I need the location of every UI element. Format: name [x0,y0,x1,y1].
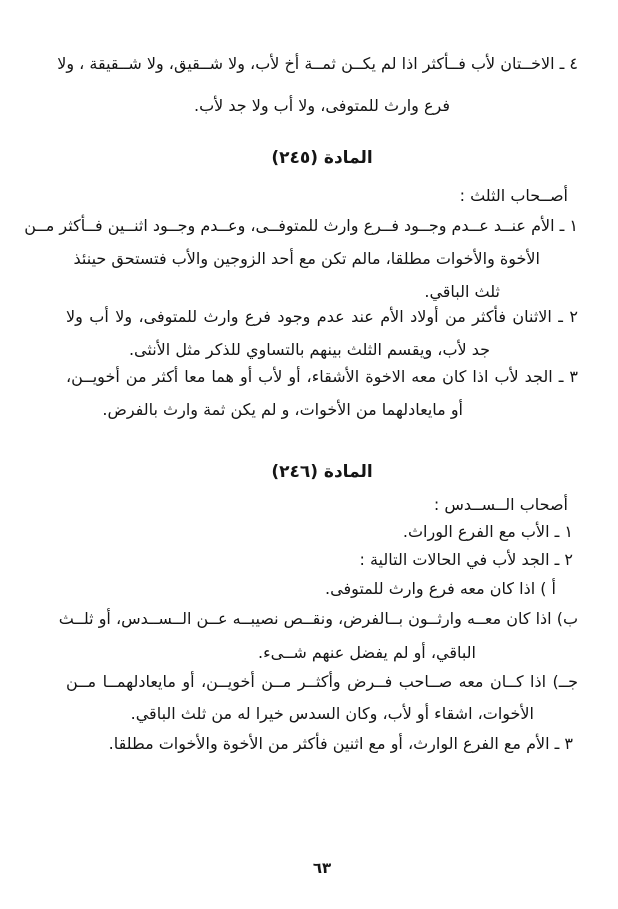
list-item-4-line-2: فرع وارث للمتوفى، ولا أب ولا جد لأب. [193,96,451,115]
article-245-item-3-line-1: ٣ ـ الجد لأب اذا كان معه الاخوة الأشقاء، أو لأب أو هما معا أكثر من أخويــن، [66,367,578,386]
article-246-item-2: ٢ ـ الجد لأب في الحالات التالية : [359,550,573,569]
article-246-item-2-c-line-2: الأخوات، اشقاء أو لأب، وكان السدس خيرا له من ثلث الباقي. [130,704,534,723]
article-245-item-1-line-2: الأخوة والأخوات مطلقا، مالم تكن مع أحد الزوجين والأب فتستحق حينئذ [73,249,540,268]
list-item-4-line-1: ٤ ـ الاخــتان لأب فــأكثر اذا لم يكــن ثمــة أخ لأب، ولا شــقيق، ولا شــقيقة ، ولا [57,54,578,73]
article-246-subtitle: أصحاب الــســدس : [433,495,568,514]
article-245-heading: المادة (٢٤٥) [271,148,373,168]
article-245-item-3-line-2: أو مايعادلهما من الأخوات، و لم يكن ثمة وارث بالفرض. [102,400,463,419]
article-246-heading: المادة (٢٤٦) [271,462,373,482]
article-246-item-2-b-line-2: الباقي، أو لم يفضل عنهم شــىء. [258,643,476,662]
article-246-item-2-a: أ ) اذا كان معه فرع وارث للمتوفى. [325,579,556,598]
article-246-item-1: ١ ـ الأب مع الفرع الوراث. [402,522,573,541]
article-246-item-3: ٣ ـ الأم مع الفرع الوارث، أو مع اثنين فأكثر من الأخوة والأخوات مطلقا. [108,734,573,753]
article-245-item-1-line-3: ثلث الباقي. [424,282,500,301]
article-245-subtitle: أصــحاب الثلث : [459,186,568,205]
article-246-item-2-b-line-1: ب) اذا كان معــه وارثــون بــالفرض، ونقــص نصيبــه عــن الــســدس، أو ثلــث [58,609,578,628]
article-245-item-2-line-1: ٢ ـ الاثنان فأكثر من أولاد الأم عند عدم وجود فرع وارث للمتوفى، ولا أب ولا [66,307,578,326]
article-246-item-2-c-line-1: جــ) اذا كــان معه صــاحب فــرض وأكثــر مــن أخويــن، أو مايعادلهمــا مــن [66,672,578,691]
article-245-item-2-line-2: جد لأب، ويقسم الثلث بينهم بالتساوي للذكر مثل الأنثى. [128,340,490,359]
article-245-item-1-line-1: ١ ـ الأم عنــد عــدم وجــود فــرع وارث للمتوفــى، وعــدم وجــود اثنــين فــأكثر مــن [24,216,578,235]
page-number: ٦٣ [312,859,332,877]
